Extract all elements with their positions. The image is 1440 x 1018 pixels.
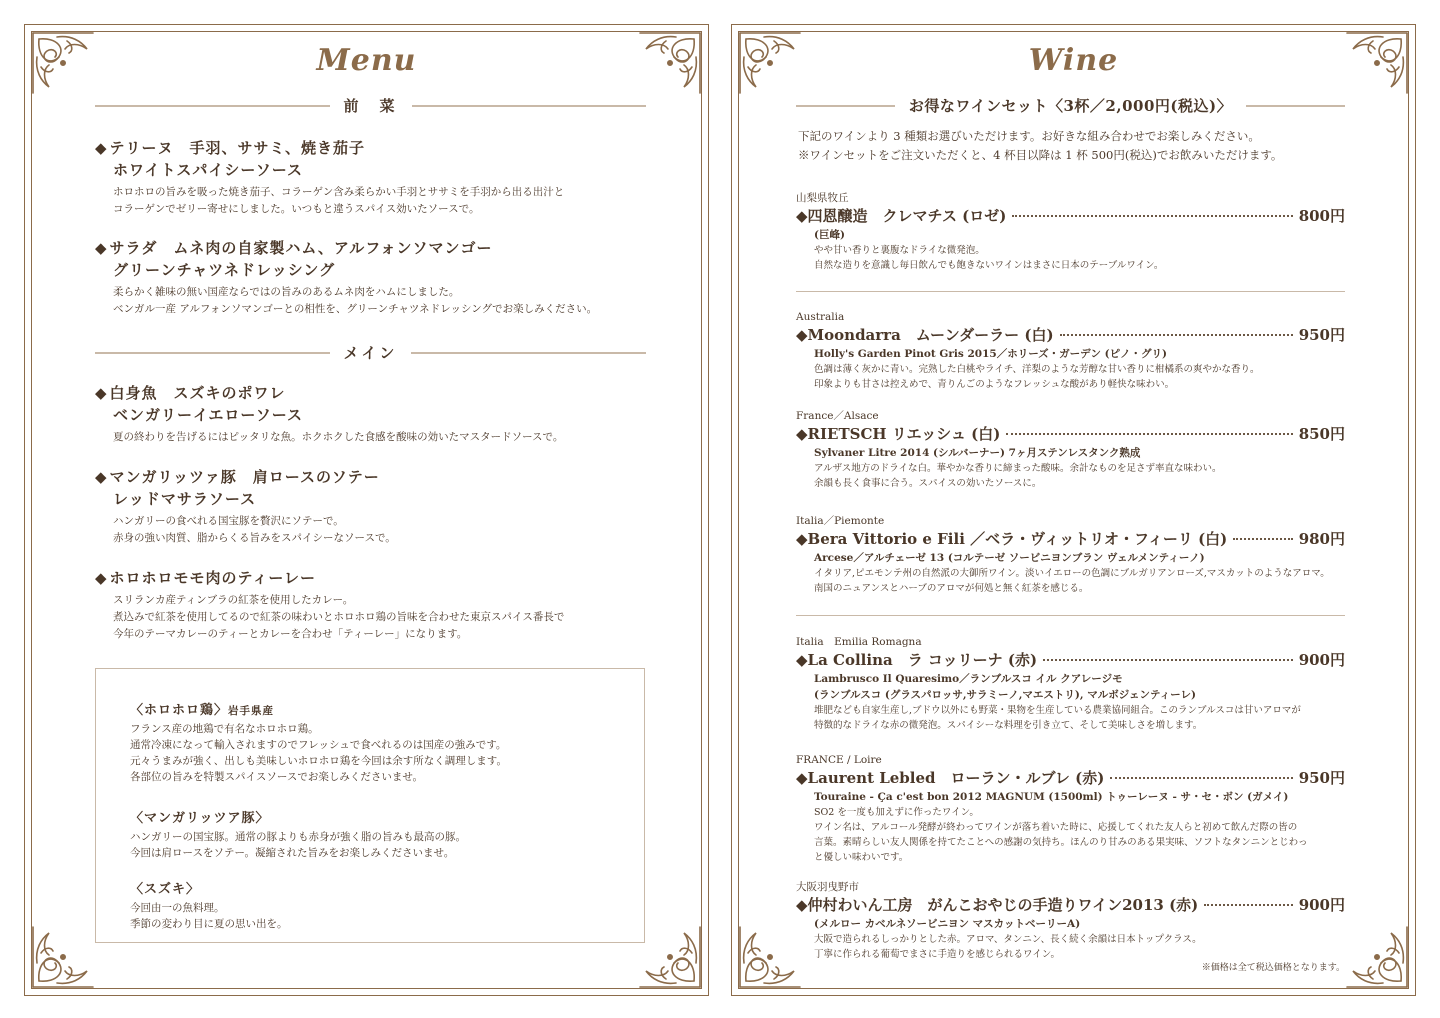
wine-name: Bera Vittorio e Fili ／ベラ・ヴィットリオ・フィーリ (白) xyxy=(807,530,1228,548)
wine-price: 950円 xyxy=(1298,326,1345,344)
divider xyxy=(95,352,330,354)
wine-varietal: Touraine - Ça c'est bon 2012 MAGNUM (1500ml) トゥーレーヌ - サ・セ・ボン (ガメイ) xyxy=(814,791,1289,803)
section-heading-starters xyxy=(95,95,646,116)
wine-description: 大阪で造られるしっかりとした赤。アロマ、タンニン、長く続く余韻は日本トップクラス。 丁寧に作られる葡萄でまさに手造りを感じられるワイン。 xyxy=(814,934,1202,960)
wine-origin: 山梨県牧丘 xyxy=(796,192,849,204)
wine-origin: 大阪羽曳野市 xyxy=(796,881,859,893)
divider xyxy=(796,105,895,107)
corner-ornament-icon xyxy=(1341,921,1413,993)
diamond-icon: ◆ xyxy=(95,139,108,157)
divider xyxy=(1246,105,1345,107)
wine-name-row xyxy=(796,767,1345,789)
wine-name-row xyxy=(796,423,1345,445)
wine-name: RIETSCH リエッシュ (白) xyxy=(807,425,1001,443)
wine-varietal: Holly's Garden Pinot Gris 2015／ホリーズ・ガーデン (ピノ・グリ) xyxy=(814,348,1167,360)
wine-name-row xyxy=(796,324,1345,346)
wine-price: 900円 xyxy=(1298,651,1345,669)
wine-name-row xyxy=(796,649,1345,671)
dot-leader xyxy=(1233,538,1292,540)
section-heading-mains xyxy=(95,342,646,363)
diamond-icon: ◆ xyxy=(95,239,108,257)
dot-leader xyxy=(1006,433,1292,435)
wine-varietal: Sylvaner Litre 2014 (シルバーナー) 7ヶ月ステンレスタンク熟成 xyxy=(814,447,1141,459)
dish-description: ハンガリーの食べれる国宝豚を贅沢にソテーで。 赤身の強い肉質、脂からくる旨みをスパイシーなソースで。 xyxy=(113,515,396,544)
dish-item xyxy=(95,237,678,318)
corner-ornament-icon xyxy=(734,921,806,993)
wine-origin: FRANCE / Loire xyxy=(796,754,882,766)
menu-page xyxy=(24,24,709,996)
divider xyxy=(796,291,1345,292)
diamond-icon: ◆ xyxy=(796,769,808,787)
wine-price: 950円 xyxy=(1298,769,1345,787)
dish-description: 夏の終わりを告げるにはピッタリな魚。ホクホクした食感を酸味の効いたマスタードソースで。 xyxy=(113,431,564,443)
wine-description: アルザス地方のドライな白。華やかな香りに締まった酸味。余計なものを足さず率直な味わい。 余韻も長く食事に合う。スパイスの効いたソースに。 xyxy=(814,463,1222,489)
menu-title: Menu xyxy=(316,43,417,78)
section-label: メイン xyxy=(343,344,398,362)
corner-ornament-icon xyxy=(634,27,706,99)
corner-ornament-icon xyxy=(1341,27,1413,99)
wine-set-intro: 下記のワインより 3 種類お選びいただけます。お好きな組み合わせでお楽しみください。 ※ワインセットをご注文いただくと、4 杯目以降は 1 杯 500円(税込)でお飲みいただけます。 xyxy=(798,129,1283,162)
dish-item xyxy=(95,466,678,547)
wine-item xyxy=(796,310,1345,392)
info-title: 〈マンガリッツア豚〉 xyxy=(130,811,270,826)
wine-description: SO2 を一度も加えずに作ったワイン。 ワイン名は、アルコール発酵が終わってワインが落ち着いた時に、応援してくれた友人らと初めて飲んだ際の皆の 言葉。素晴らしい友人関係を持てたことへの感謝の気持ち。ほんのり甘みのある果実味、ソフトなタンニンとじわっ と優しい味わいです。 xyxy=(814,807,1308,863)
dish-name: ◆ ホロホロモモ肉のティーレー xyxy=(95,569,317,587)
dish-description: ホロホロの旨みを吸った焼き茄子、コラーゲン含み柔らかい手羽とササミを手羽から出る出汁と コラーゲンでゼリー寄せにしました。いつもと違うスパイス効いたソースで。 xyxy=(113,186,565,215)
wine-item xyxy=(796,409,1345,491)
wine-name: 四恩醸造 クレマチス (ロゼ) xyxy=(807,207,1007,225)
wine-item xyxy=(796,753,1345,865)
wine-price: 800円 xyxy=(1298,207,1345,225)
wine-description: イタリア,ピエモンテ州の自然派の大御所ワイン。淡いイエローの色調にブルガリアンローズ,マスカットのようなアロマ。 南国のニュアンスとハーブのアロマが何処と無く紅茶を感じる。 xyxy=(814,568,1330,594)
diamond-icon: ◆ xyxy=(796,425,808,443)
dish-description: スリランカ産ティンブラの紅茶を使用したカレー。 煮込みで紅茶を使用してるので紅茶の味わいとホロホロ鶏の旨味を合わせた東京スパイス番長で 今年のテーマカレーのティーとカレーを合わせ「ティーレー」になります。 xyxy=(113,594,565,640)
dish-name: ◆ サラダ ムネ肉の自家製ハム、アルフォンソマンゴー グリーンチャツネドレッシング xyxy=(95,239,493,279)
wine-name: La Collina ラ コッリーナ (赤) xyxy=(807,651,1038,669)
wine-name: Laurent Lebled ローラン・ルブレ (赤) xyxy=(807,769,1105,787)
diamond-icon: ◆ xyxy=(796,896,808,914)
wine-varietal: (巨峰) xyxy=(814,229,845,241)
wine-item xyxy=(796,635,1345,733)
info-block: 〈ホロホロ鶏〉岩手県産 フランス産の地鶏で有名なホロホロ鶏。 通常冷凍になって輸入されますのでフレッシュで食べれるのは国産の強みです。 元々うまみが強く、出しも美味しいホロホロ鶏を今回は余す所なく調理します。 各部位の旨みを特製スパイスソースでお楽しみくださいませ。 xyxy=(130,703,624,785)
diamond-icon: ◆ xyxy=(796,530,808,548)
info-title: 〈スズキ〉 xyxy=(130,882,201,897)
info-title: 〈ホロホロ鶏〉岩手県産 xyxy=(130,703,275,718)
diamond-icon: ◆ xyxy=(95,569,108,587)
wine-origin: Italia Emilia Romagna xyxy=(796,636,922,648)
corner-ornament-icon xyxy=(27,921,99,993)
wine-varietal: Arcese／アルチェーゼ 13 (コルテーゼ ソービニヨンブラン ヴェルメンティーノ) xyxy=(814,552,1205,564)
section-label: お得なワインセット〈3杯／2,000円(税込)〉 xyxy=(908,97,1233,115)
corner-ornament-icon xyxy=(634,921,706,993)
wine-varietal: (メルロー カベルネソービニヨン マスカットベーリーA) xyxy=(814,918,1081,930)
wine-item xyxy=(796,514,1345,596)
wine-name: Moondarra ムーンダーラー (白) xyxy=(807,326,1054,344)
wine-description: 堆肥なども自家生産し,ブドウ以外にも野菜・果物を生産している農業協同組合。このランブルスコは甘いアロマが 特徴的なドライな赤の微発泡。スパイシーな料理を引き立て、そして美味しさを増します。 xyxy=(814,705,1301,731)
divider xyxy=(411,352,646,354)
wine-origin: France／Alsace xyxy=(796,410,879,422)
wine-origin: Italia／Piemonte xyxy=(796,515,885,527)
dot-leader xyxy=(1060,334,1293,336)
wine-price: 900円 xyxy=(1298,896,1345,914)
ingredient-info-box xyxy=(95,668,645,943)
wine-item xyxy=(796,191,1345,273)
info-block: 〈スズキ〉 今回由一の魚料理。 季節の変わり目に夏の思い出を。 xyxy=(130,882,624,932)
wine-name-row xyxy=(796,205,1345,227)
diamond-icon: ◆ xyxy=(796,651,808,669)
diamond-icon: ◆ xyxy=(796,207,808,225)
divider xyxy=(796,615,1345,616)
diamond-icon: ◆ xyxy=(95,468,108,486)
info-block: 〈マンガリッツア豚〉 ハンガリーの国宝豚。通常の豚よりも赤身が強く脂の旨みも最高の豚。 今回は肩ロースをソテー。凝縮された旨みをお楽しみくださいませ。 xyxy=(130,811,624,861)
diamond-icon: ◆ xyxy=(95,384,108,402)
section-heading-wine-set xyxy=(796,95,1345,116)
dot-leader xyxy=(1012,215,1292,217)
price-footnote: ※価格は全て税込価格となります。 xyxy=(1201,963,1345,973)
dish-name: ◆ テリーヌ 手羽、ササミ、焼き茄子 ホワイトスパイシーソース xyxy=(95,139,365,179)
divider xyxy=(95,105,330,107)
corner-ornament-icon xyxy=(734,27,806,99)
dish-item xyxy=(95,567,678,643)
wine-item xyxy=(796,880,1345,962)
dish-name: ◆ 白身魚 スズキのポワレ ベンガリーイエローソース xyxy=(95,384,304,424)
corner-ornament-icon xyxy=(27,27,99,99)
dish-item xyxy=(95,137,678,218)
wine-name-row xyxy=(796,528,1345,550)
wine-price: 980円 xyxy=(1298,530,1345,548)
wine-varietal: Lambrusco Il Quaresimo／ランブルスコ イル クアレージモ (ランブルスコ (グラスパロッサ,サラミーノ,マエストリ), マルボジェンティーレ) xyxy=(814,673,1196,701)
dot-leader xyxy=(1204,904,1292,906)
dish-description: 柔らかく雑味の無い国産ならではの旨みのあるムネ肉をハムにしました。 ベンガル一産 アルフォンソマンゴーとの相性を、グリーンチャツネドレッシングでお楽しみください。 xyxy=(113,286,598,315)
wine-price: 850円 xyxy=(1298,425,1345,443)
wine-name: 仲村わいん工房 がんこおやじの手造りワイン2013 (赤) xyxy=(807,896,1199,914)
dish-name: ◆ マンガリッツァ豚 肩ロースのソテー レッドマサラソース xyxy=(95,468,380,508)
wine-origin: Australia xyxy=(796,311,845,323)
wine-title: Wine xyxy=(1028,43,1119,78)
wine-name-row xyxy=(796,894,1345,916)
dot-leader xyxy=(1110,777,1292,779)
section-label: 前 菜 xyxy=(343,97,398,115)
dot-leader xyxy=(1043,659,1293,661)
diamond-icon: ◆ xyxy=(796,326,808,344)
dish-item xyxy=(95,382,678,446)
wine-description: やや甘い香りと裏腹なドライな微発泡。 自然な造りを意識し毎日飲んでも飽きないワインはまさに日本のテーブルワイン。 xyxy=(814,245,1164,271)
wine-description: 色調は薄く灰かに青い。完熟した白桃やライチ、洋梨のような芳醇な甘い香りに柑橘系の爽やかな香り。 印象よりも甘さは控えめで、青りんごのようなフレッシュな酸があり軽快な味わい。 xyxy=(814,364,1260,390)
wine-page xyxy=(731,24,1416,996)
divider xyxy=(412,105,647,107)
